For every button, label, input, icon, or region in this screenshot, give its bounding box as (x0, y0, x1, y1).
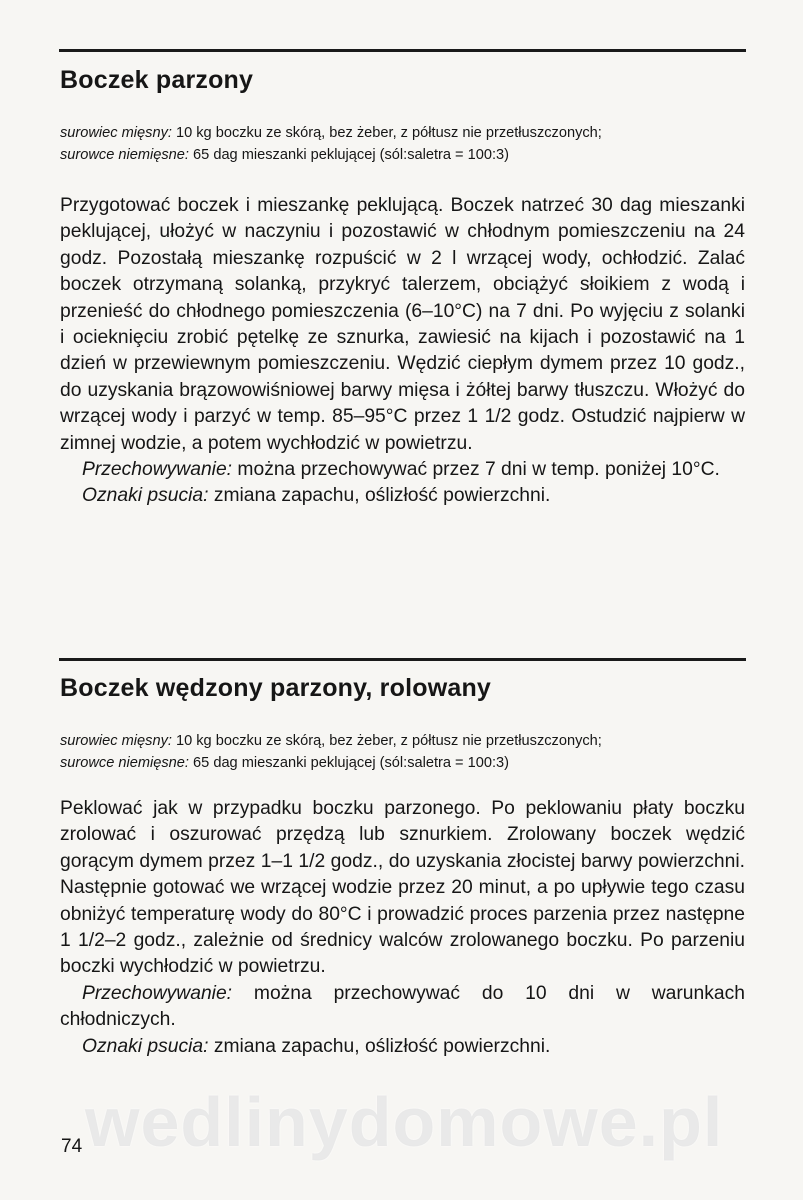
ingredient-label: surowce niemięsne: (60, 147, 189, 163)
ingredient-line (60, 144, 760, 166)
spoilage-label: Oznaki psucia: (82, 485, 209, 507)
page-number: 74 (61, 1136, 83, 1157)
storage-note (60, 981, 745, 1034)
ingredient-line (60, 122, 760, 144)
storage-note (60, 457, 745, 483)
storage-label: Przechowywanie: (82, 459, 233, 481)
ingredient-label: surowce niemięsne: (60, 755, 189, 771)
section-divider (59, 49, 746, 52)
ingredient-text: 65 dag mieszanki peklującej (sól:saletra = 100:3) (188, 755, 510, 771)
spoilage-label: Oznaki psucia: (82, 1035, 209, 1057)
ingredient-text: 10 kg boczku ze skórą, bez żeber, z półtusz nie przetłuszczonych; (171, 733, 602, 749)
ingredient-label: surowiec mięsny: (60, 125, 172, 141)
spoilage-text: zmiana zapachu, oślizłość powierzchni. (208, 485, 551, 507)
watermark: wedlinydomowe.pl (85, 1083, 724, 1161)
spoilage-note (60, 1034, 745, 1060)
ingredient-line (60, 752, 760, 774)
ingredient-text: 65 dag mieszanki peklującej (sól:saletra = 100:3) (188, 147, 510, 163)
ingredients-block (60, 122, 760, 166)
recipe-body (60, 193, 745, 510)
ingredient-label: surowiec mięsny: (60, 733, 172, 749)
section-divider (59, 658, 746, 661)
recipe-title: Boczek parzony (60, 66, 254, 94)
recipe-body (60, 796, 745, 1060)
method-paragraph: Peklować jak w przypadku boczku parzonego. Po peklowaniu płaty boczku zrolować i oszurować przędzą lub sznurkiem. Zrolowany boczek wędzić gorącym dymem przez 1–1 1/2 godz., do uzyskania złocistej barwy powierzchni. Następnie gotować we wrzącej wodzie przez 20 minut, a po upływie tego czasu obniżyć temperaturę wody do 80°C i prowadzić proces parzenia przez następne 1 1/2–2 godz., zależnie od średnicy walców zrolowanego boczku. Po parzeniu boczki wychłodzić w powietrzu. (60, 798, 745, 978)
recipe-title: Boczek wędzony parzony, rolowany (60, 674, 492, 702)
storage-text: można przechowywać przez 7 dni w temp. poniżej 10°C. (232, 459, 720, 481)
ingredients-block (60, 730, 760, 774)
spoilage-note (60, 483, 745, 509)
method-paragraph: Przygotować boczek i mieszankę peklującą. Boczek natrzeć 30 dag mieszanki peklującej, ułożyć w naczyniu i pozostawić w chłodnym pomieszczeniu na 24 godz. Pozostałą mieszankę rozpuścić w 2 l wrzącej wody, ochłodzić. Zalać boczek otrzymaną solanką, przykryć talerzem, obciążyć słoikiem z wodą i przenieść do chłodnego pomieszczenia (6–10°C) na 7 dni. Po wyjęciu z solanki i ociekniȩciu zrobić pętelkę ze sznurka, zawiesić na kijach i pozostawić na 1 dzień w przewiewnym pomieszczeniu. Wędzić ciepłym dymem przez 10 godz., do uzyskania brązowowiśniowej barwy mięsa i żółtej barwy tłuszczu. Włożyć do wrzącej wody i parzyć w temp. 85–95°C przez 1 1/2 godz. Ostudzić najpierw w zimnej wodzie, a potem wychłodzić w powietrzu. (60, 195, 745, 454)
storage-label: Przechowywanie: (82, 982, 233, 1004)
spoilage-text: zmiana zapachu, oślizłość powierzchni. (208, 1035, 551, 1057)
storage-text: można przechowywać do 10 dni w warunkach chłodniczych. (60, 982, 745, 1031)
ingredient-text: 10 kg boczku ze skórą, bez żeber, z półtusz nie przetłuszczonych; (171, 125, 602, 141)
ingredient-line (60, 730, 760, 752)
